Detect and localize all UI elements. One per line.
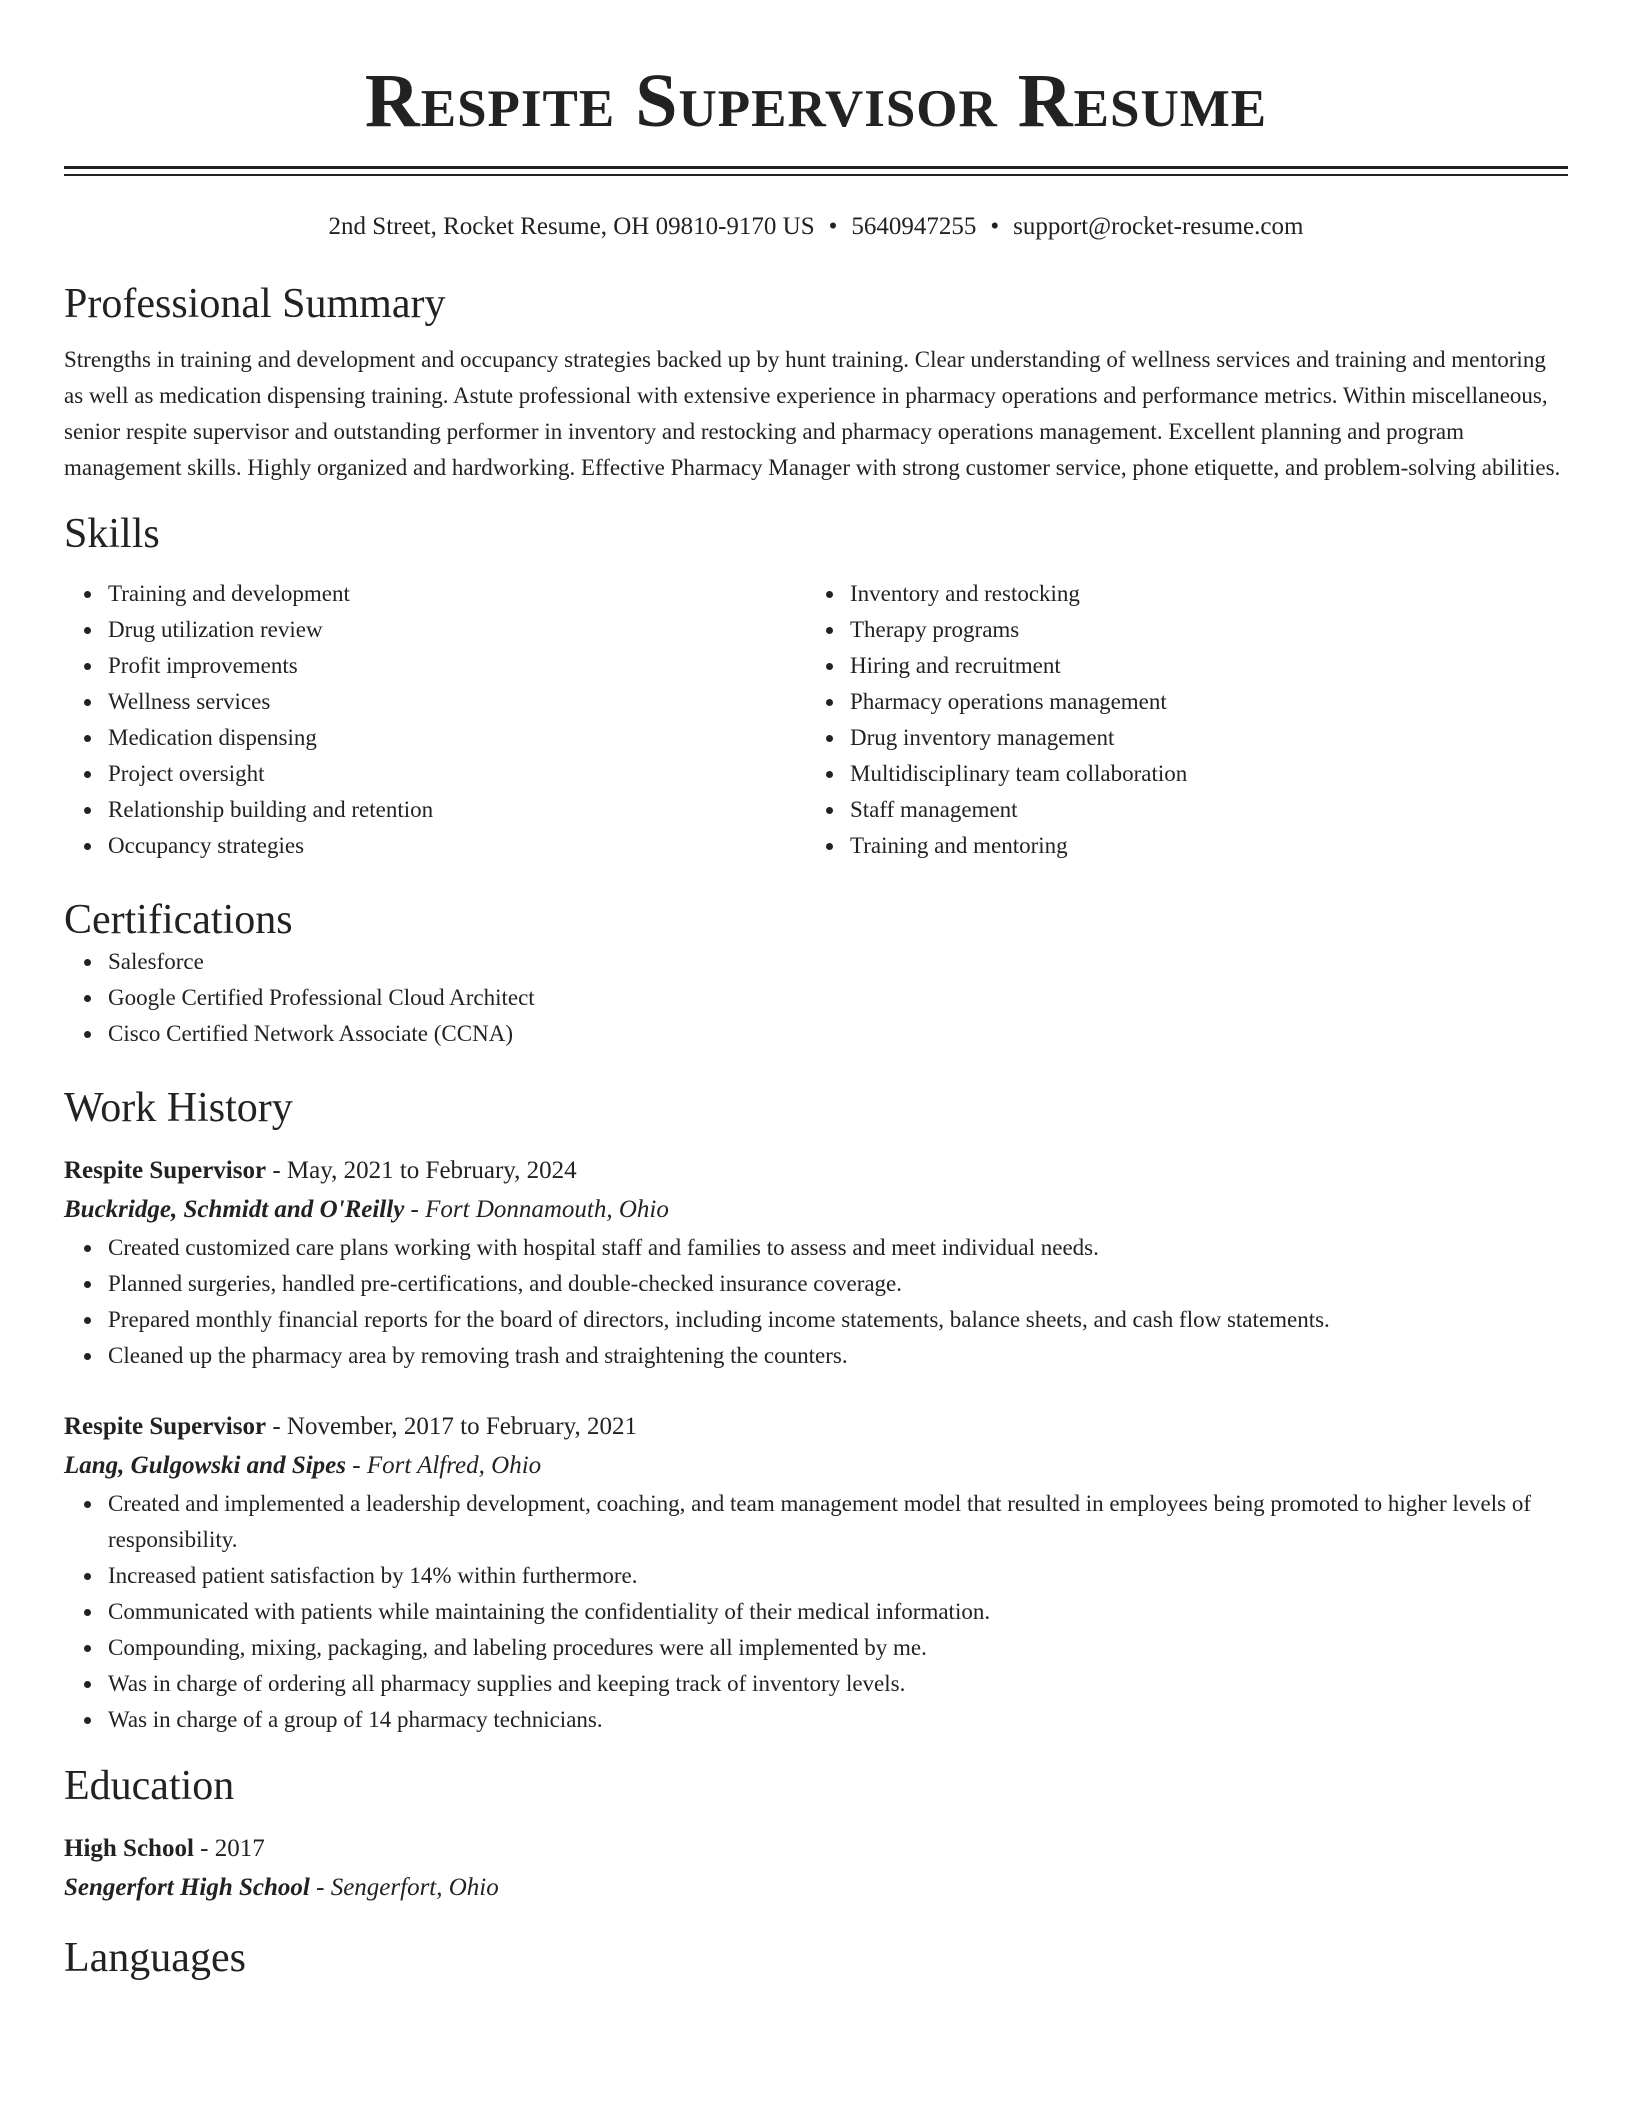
education-degree: High School	[64, 1835, 194, 1862]
job-company: Buckridge, Schmidt and O'Reilly	[64, 1196, 405, 1223]
education-school-line	[64, 1868, 1568, 1908]
skill-item: Project oversight	[108, 756, 806, 792]
job-duty-item: Was in charge of a group of 14 pharmacy technicians.	[108, 1702, 1568, 1738]
education-degree-line	[64, 1830, 1568, 1868]
title-divider-thin	[64, 174, 1568, 176]
education-school: Sengerfort High School	[64, 1874, 310, 1901]
job-entry	[64, 1152, 1568, 1374]
job-duties-list	[64, 1230, 1568, 1374]
skill-item: Drug utilization review	[108, 612, 806, 648]
job-title: Respite Supervisor	[64, 1413, 267, 1440]
job-dates: - November, 2017 to February, 2021	[266, 1413, 637, 1440]
job-duty-item: Increased patient satisfaction by 14% within furthermore.	[108, 1558, 1568, 1594]
job-duty-item: Communicated with patients while maintaining the confidentiality of their medical information.	[108, 1594, 1568, 1630]
skill-item: Staff management	[850, 792, 1548, 828]
contact-phone: 5640947255	[851, 213, 977, 240]
job-duties-list	[64, 1486, 1568, 1738]
job-title-line	[64, 1408, 1568, 1446]
summary-heading: Professional Summary	[64, 281, 446, 327]
job-title: Respite Supervisor	[64, 1157, 267, 1184]
skill-item: Relationship building and retention	[108, 792, 806, 828]
title-divider-thick	[64, 166, 1568, 169]
job-dates: - May, 2021 to February, 2024	[266, 1157, 577, 1184]
skill-item: Medication dispensing	[108, 720, 806, 756]
skills-grid	[64, 576, 1568, 864]
certification-item: Salesforce	[108, 944, 1568, 980]
contact-separator: •	[828, 213, 838, 240]
job-company: Lang, Gulgowski and Sipes	[64, 1452, 347, 1479]
skill-item: Drug inventory management	[850, 720, 1548, 756]
certifications-list	[64, 944, 1568, 1052]
languages-heading: Languages	[64, 1935, 246, 1981]
contact-address: 2nd Street, Rocket Resume, OH 09810-9170 US	[328, 213, 815, 240]
job-duty-item: Cleaned up the pharmacy area by removing trash and straightening the counters.	[108, 1338, 1568, 1374]
certifications-heading: Certifications	[64, 897, 293, 943]
skill-item: Training and development	[108, 576, 806, 612]
job-company-line	[64, 1190, 1568, 1230]
job-duty-item: Created customized care plans working with hospital staff and families to assess and meet individual needs.	[108, 1230, 1568, 1266]
skills-column-left	[64, 576, 806, 864]
skill-item: Pharmacy operations management	[850, 684, 1548, 720]
job-duty-item: Compounding, mixing, packaging, and labeling procedures were all implemented by me.	[108, 1630, 1568, 1666]
summary-text: Strengths in training and development and occupancy strategies backed up by hunt training. Clear understanding of wellness services and training and mentoring as well as medication dispensing training. Astute professional with extensive experience in pharmacy operations and performance metrics. Within miscellaneous, senior respite supervisor and outstanding performer in inventory and restocking and pharmacy operations management. Excellent planning and program management skills. Highly organized and hardworking. Effective Pharmacy Manager with strong customer service, phone etiquette, and problem-solving abilities.	[64, 347, 1561, 480]
skills-column-right	[806, 576, 1548, 864]
skills-heading: Skills	[64, 511, 160, 557]
job-entry	[64, 1408, 1568, 1738]
job-title-line	[64, 1152, 1568, 1190]
job-company-line	[64, 1446, 1568, 1486]
education-entry	[64, 1830, 1568, 1908]
skill-item: Training and mentoring	[850, 828, 1548, 864]
skill-item: Wellness services	[108, 684, 806, 720]
education-location: - Sengerfort, Ohio	[309, 1874, 499, 1901]
contact-separator: •	[990, 213, 1000, 240]
certification-item: Cisco Certified Network Associate (CCNA)	[108, 1016, 1568, 1052]
contact-line	[64, 212, 1568, 242]
skill-item: Profit improvements	[108, 648, 806, 684]
skill-item: Inventory and restocking	[850, 576, 1548, 612]
education-year: - 2017	[193, 1835, 265, 1862]
skill-item: Multidisciplinary team collaboration	[850, 756, 1548, 792]
resume-title: Respite Supervisor Resume	[364, 59, 1268, 143]
job-duty-item: Planned surgeries, handled pre-certifications, and double-checked insurance coverage.	[108, 1266, 1568, 1302]
certification-item: Google Certified Professional Cloud Architect	[108, 980, 1568, 1016]
skills-list-left	[64, 576, 806, 864]
job-duty-item: Created and implemented a leadership development, coaching, and team management model that resulted in employees being promoted to higher levels of responsibility.	[108, 1486, 1568, 1558]
skills-list-right	[806, 576, 1548, 864]
job-location: - Fort Alfred, Ohio	[346, 1452, 542, 1479]
skill-item: Hiring and recruitment	[850, 648, 1548, 684]
skill-item: Occupancy strategies	[108, 828, 806, 864]
education-heading: Education	[64, 1763, 235, 1809]
job-duty-item: Was in charge of ordering all pharmacy supplies and keeping track of inventory levels.	[108, 1666, 1568, 1702]
job-duty-item: Prepared monthly financial reports for the board of directors, including income statements, balance sheets, and cash flow statements.	[108, 1302, 1568, 1338]
resume-page	[64, 0, 1568, 1982]
contact-email: support@rocket-resume.com	[1013, 213, 1304, 240]
skill-item: Therapy programs	[850, 612, 1548, 648]
job-location: - Fort Donnamouth, Ohio	[404, 1196, 669, 1223]
work-history-heading: Work History	[64, 1085, 293, 1131]
